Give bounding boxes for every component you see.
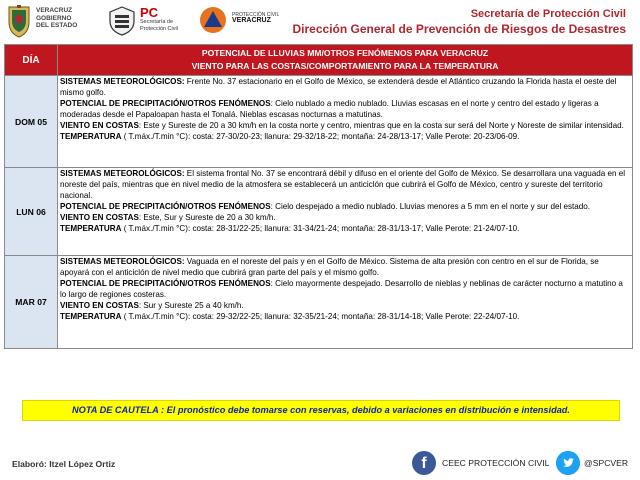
temperatura-text: ( T.máx./T.min °C): costa: 29-32/22-25; llanura: 32-35/21-24; montaña: 28-31/14-18; Valle Perote: 22-24/07-10. [121,311,520,321]
day-column-header: DÍA [5,45,58,76]
caution-note: NOTA DE CAUTELA : El pronóstico debe tomarse con reservas, debido a variaciones en distribución e intensidad. [22,400,620,421]
header-line-2: VIENTO PARA LAS COSTAS/COMPORTAMIENTO PARA LA TEMPERATURA [191,61,499,71]
temperatura-text: ( T.máx./T.min °C): costa: 28-31/22-25; llanura: 31-34/21-24; montaña: 28-31/13-17; Valle Perote: 21-24/07-10. [121,223,520,233]
veracruz-logo-text: VERACRUZ GOBIERNO DEL ESTADO [36,7,78,29]
title-line-2: Dirección General de Prevención de Riesgos de Desastres [292,22,626,36]
day-cell: DOM 05 [5,76,58,168]
potencial-text: : Cielo nublado a medio nublado. Lluvias escasas en el norte y centro del estado y ligeras a moderadas desde el Papaloapan hasta el Tonalá. Nieblas escasas nocturnas a matutinas. [60,98,599,119]
forecast-cell [58,76,633,168]
pc-logo-text: PC Secretaría de Protección Civil [140,5,178,32]
pcv-logo-text: PROTECCIÓN CIVIL VERACRUZ [232,12,280,24]
civil-protection-triangle-icon [198,5,228,35]
forecast-cell [58,256,633,349]
day-cell: MAR 07 [5,256,58,349]
table-row [5,168,633,256]
table-header-row [5,45,633,76]
sistemas-label: SISTEMAS METEOROLÓGICOS: [60,169,185,178]
potencial-text: : Cielo mayormente despejado. Desarrollo de nieblas y neblinas de carácter nocturno a matutino a lo largo de regiones costeras. [60,278,623,299]
page-header [0,0,640,44]
author-credit: Elaboró: Itzel López Ortiz [12,459,116,469]
veracruz-shield-icon [6,4,32,38]
header-line-1: POTENCIAL DE LLUVIAS MM/OTROS FENÓMENOS PARA VERACRUZ [201,48,489,58]
potencial-label: POTENCIAL DE PRECIPITACIÓN/OTROS FENÓMENOS [60,278,271,288]
title-line-1: Secretaría de Protección Civil [470,8,626,20]
facebook-link[interactable]: CEEC PROTECCIÓN CIVIL [442,458,550,468]
viento-label: VIENTO EN COSTAS [60,212,139,222]
viento-text: : Este y Sureste de 20 a 30 km/h en la costa norte y centro, mientras que en la costa sur será del Norte y Noreste de similar intensidad. [138,120,624,130]
temperatura-text: ( T.máx./T.min °C): costa: 27-30/20-23; llanura: 29-32/18-22; montaña: 24-28/13-17; Valle Perote: 20-23/06-09. [121,131,520,141]
forecast-column-header [58,45,633,76]
table-row [5,76,633,168]
potencial-text: : Cielo despejado a medio nublado. Lluvias menores a 5 mm en el norte y sur del estado. [270,201,591,211]
facebook-icon[interactable]: f [412,451,436,475]
table-row [5,256,633,349]
forecast-table [4,44,633,349]
viento-label: VIENTO EN COSTAS [60,120,139,130]
viento-label: VIENTO EN COSTAS [60,300,139,310]
page-title [293,7,626,37]
potencial-label: POTENCIAL DE PRECIPITACIÓN/OTROS FENÓMENOS [60,98,271,108]
temperatura-label: TEMPERATURA [60,223,122,233]
sistemas-label: SISTEMAS METEOROLÓGICOS: [60,77,185,86]
civil-protection-emblem-icon [108,6,136,36]
temperatura-label: TEMPERATURA [60,311,122,321]
potencial-label: POTENCIAL DE PRECIPITACIÓN/OTROS FENÓMENOS [60,201,271,211]
viento-text: : Sur y Sureste 25 a 40 km/h. [138,300,244,310]
temperatura-label: TEMPERATURA [60,131,122,141]
sistemas-text: Vaguada en el noreste del país y en el Golfo de México. Sistema de alta presión con centro en el sur de Florida, se apoyará con el anticiclón de nivel medio que cubrirá gran parte del país y el mismo golfo. [60,257,599,277]
sistemas-label: SISTEMAS METEOROLÓGICOS: [60,257,185,266]
twitter-link[interactable]: @SPCVER [584,458,629,468]
day-cell: LUN 06 [5,168,58,256]
viento-text: : Este, Sur y Sureste de 20 a 30 km/h. [138,212,276,222]
twitter-icon[interactable] [556,451,580,475]
forecast-cell [58,168,633,256]
sistemas-text: Frente No. 37 estacionario en el Golfo de México, se extenderá desde el Atlántico cruzando la Florida hasta el oeste del mismo golfo. [60,77,617,97]
sistemas-text: El sistema frontal No. 37 se encontrará débil y difuso en el oriente del Golfo de México. Se desarrollara una vaguada en el noreste del país, mientras que en nivel medio de la atmosfera se establecerá un anticiclón que cubrirá el Golfo de México, centro y sureste del territorio nacional. [60,169,626,200]
